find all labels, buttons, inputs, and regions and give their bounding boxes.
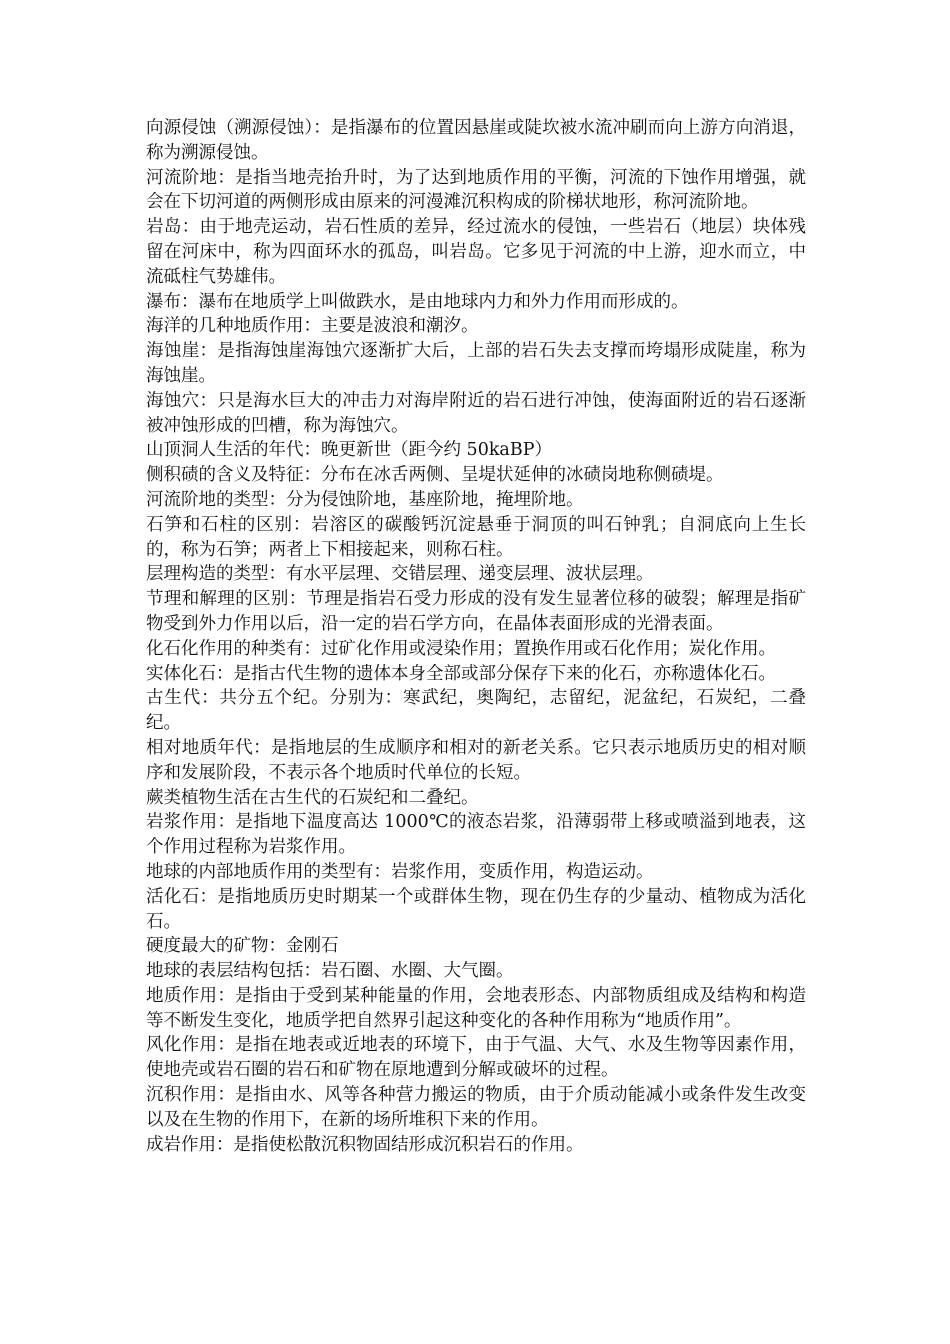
paragraph-joint-cleavage: 节理和解理的区别：节理是指岩石受力形成的没有发生显著位移的破裂；解理是指矿物受到外力作用以后，沿一定的岩石学方向，在晶体表面形成的光滑表面。 — [146, 589, 806, 634]
paragraph-river-terrace: 河流阶地：是指当地壳抬升时，为了达到地质作用的平衡，河流的下蚀作用增强，就会在下切河道的两侧形成由原来的河漫滩沉积构成的阶梯状地形，称河流阶地。 — [146, 167, 806, 213]
paragraph-body-fossil: 实体化石：是指古代生物的遗体本身全部或部分保存下来的化石，亦称遗体化石。 — [146, 663, 776, 684]
paragraph-hardest-mineral: 硬度最大的矿物：金刚石 — [146, 936, 339, 957]
paragraph-internal-processes: 地球的内部地质作用的类型有：岩浆作用，变质作用，构造运动。 — [146, 861, 654, 882]
paragraph-ocean-processes: 海洋的几种地质作用：主要是波浪和潮汐。 — [146, 316, 479, 337]
paragraph-stalagmite-column: 石笋和石柱的区别：岩溶区的碳酸钙沉淀悬垂于洞顶的叫石钟乳；自洞底向上生长的，称为石笋；两者上下相接起来，则称石柱。 — [146, 514, 806, 560]
paragraph-upper-cave-man: 山顶洞人生活的年代：晚更新世（距今约 50kaBP） — [146, 440, 553, 461]
paragraph-sea-cave: 海蚀穴：只是海水巨大的冲击力对海岸附近的岩石进行冲蚀，使海面附近的岩石逐渐被冲蚀形成的凹槽，称为海蚀穴。 — [146, 390, 806, 436]
paragraph-sedimentation: 沉积作用：是指由水、风等各种营力搬运的物质，由于介质动能减小或条件发生改变以及在生物的作用下，在新的场所堆积下来的作用。 — [146, 1085, 806, 1130]
paragraph-earth-surface-structure: 地球的表层结构包括：岩石圈、水圈、大气圈。 — [146, 961, 514, 982]
paragraph-living-fossil: 活化石：是指地质历史时期某一个或群体生物，现在仍生存的少量动、植物成为活化石。 — [146, 886, 806, 932]
paragraph-weathering: 风化作用：是指在地表或近地表的环境下，由于气温、大气、水及生物等因素作用，使地壳或岩石圈的岩石和矿物在原地遭到分解或破坏的过程。 — [146, 1035, 806, 1081]
paragraph-headward-erosion: 向源侵蚀（溯源侵蚀）：是指瀑布的位置因悬崖或陡坎被水流冲刷而向上游方向消退，称为溯源侵蚀。 — [146, 118, 806, 163]
paragraph-magmatism: 岩浆作用：是指地下温度高达 1000℃的液态岩浆，沿薄弱带上移或喷溢到地表，这个作用过程称为岩浆作用。 — [146, 812, 806, 858]
paragraph-diagenesis: 成岩作用：是指使松散沉积物固结形成沉积岩石的作用。 — [146, 1134, 584, 1155]
paragraph-geological-process: 地质作用：是指由于受到某种能量的作用，会地表形态、内部物质组成及结构和构造等不断发生变化，地质学把自然界引起这种变化的各种作用称为“地质作用”。 — [146, 985, 806, 1031]
paragraph-lateral-moraine: 侧积碛的含义及特征：分布在冰舌两侧、呈堤状延伸的冰碛岗地称侧碛堤。 — [146, 465, 724, 486]
paragraph-relative-age: 相对地质年代：是指地层的生成顺序和相对的新老关系。它只表示地质历史的相对顺序和发展阶段，不表示各个地质时代单位的长短。 — [146, 737, 806, 783]
paragraph-waterfall: 瀑布：瀑布在地质学上叫做跌水，是由地球内力和外力作用而形成的。 — [146, 291, 689, 312]
paragraph-paleozoic: 古生代：共分五个纪。分别为：寒武纪，奥陶纪，志留纪，泥盆纪，石炭纪，二叠纪。 — [146, 688, 806, 734]
paragraph-terrace-types: 河流阶地的类型：分为侵蚀阶地，基座阶地，掩埋阶地。 — [146, 489, 584, 510]
paragraph-rock-island: 岩岛：由于地壳运动，岩石性质的差异，经过流水的侵蚀，一些岩石（地层）块体残留在河床中，称为四面环水的孤岛，叫岩岛。它多见于河流的中上游，迎水而立，中流砥柱气势雄伟。 — [146, 217, 806, 287]
document-body — [146, 116, 806, 1157]
paragraph-sea-cliff: 海蚀崖：是指海蚀崖海蚀穴逐渐扩大后，上部的岩石失去支撑而垮塌形成陡崖，称为海蚀崖。 — [146, 341, 806, 386]
paragraph-ferns: 蕨类植物生活在古生代的石炭纪和二叠纪。 — [146, 787, 479, 808]
paragraph-fossilization: 化石化作用的种类有：过矿化作用或浸染作用；置换作用或石化作用；炭化作用。 — [146, 638, 776, 659]
paragraph-bedding-types: 层理构造的类型：有水平层理、交错层理、递变层理、波状层理。 — [146, 564, 654, 585]
